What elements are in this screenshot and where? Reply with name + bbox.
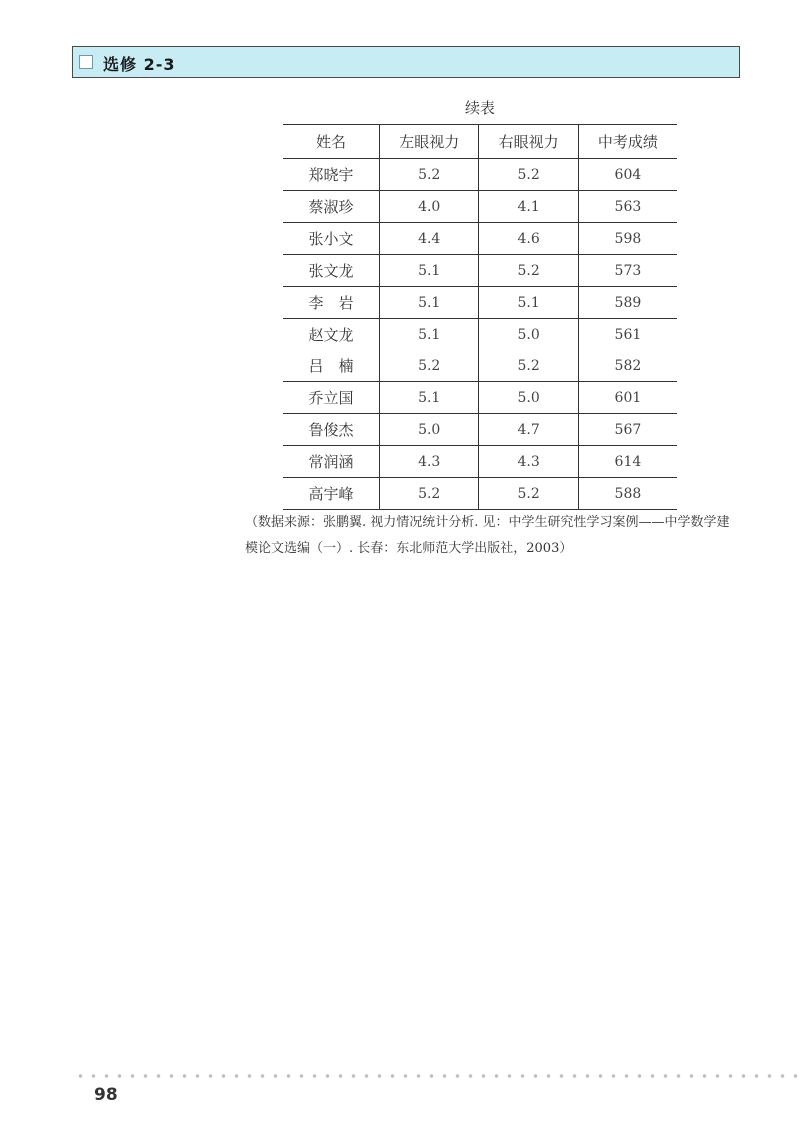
table-header-row [283,125,677,159]
student-name: 常润涵 [283,446,380,478]
column-header-score: 中考成绩 [578,125,677,159]
right-eye-value: 4.6 [479,223,578,255]
exam-score: 614 [578,446,677,478]
student-name: 赵文龙 [308,326,354,344]
column-header-left-eye: 左眼视力 [380,125,479,159]
table-row [283,159,677,191]
exam-score: 582 [578,350,677,382]
table-row [283,414,677,446]
right-eye-value: 5.2 [479,255,578,287]
left-eye-value: 5.0 [380,414,479,446]
table-row [283,446,677,478]
exam-score: 561 [578,319,677,351]
left-eye-value: 5.1 [380,287,479,319]
student-name: 高宇峰 [283,478,380,510]
left-eye-value: 5.1 [380,319,479,351]
right-eye-value: 4.7 [479,414,578,446]
left-eye-value: 5.2 [380,478,479,510]
student-name: 张小文 [283,223,380,255]
right-eye-value: 5.2 [479,159,578,191]
student-name: 鲁俊杰 [283,414,380,446]
table-caption: 续表 [464,99,495,117]
column-header-name: 姓名 [283,125,380,159]
page-number: 98 [94,1085,118,1105]
exam-score: 567 [578,414,677,446]
student-name: 李 岩 [283,287,380,319]
table-row [283,255,677,287]
table-row [283,287,677,319]
left-eye-value: 5.1 [380,382,479,414]
student-name: 乔立国 [283,382,380,414]
left-eye-value: 5.2 [380,159,479,191]
right-eye-value: 4.1 [479,191,578,223]
table-row [283,191,677,223]
student-name: 郑晓宇 [283,159,380,191]
square-icon [79,55,93,69]
table-row [283,319,677,351]
left-eye-value: 4.3 [380,446,479,478]
table-row [283,382,677,414]
exam-score: 601 [578,382,677,414]
exam-score: 588 [578,478,677,510]
footer-dotted-divider [74,1073,800,1079]
data-source-note: （数据来源：张鹏翼. 视力情况统计分析. 见：中学生研究性学习案例——中学数学建模论文选编（一）. 长春：东北师范大学出版社，2003） [245,515,730,556]
left-eye-value: 5.2 [380,350,479,382]
right-eye-value: 5.1 [479,287,578,319]
exam-score: 563 [578,191,677,223]
column-header-right-eye: 右眼视力 [479,125,578,159]
section-header [72,46,740,78]
left-eye-value: 5.1 [380,255,479,287]
vision-score-table [283,124,677,510]
exam-score: 589 [578,287,677,319]
right-eye-value: 5.0 [479,319,578,351]
student-name: 吕 楠 [283,350,380,382]
table-row [283,223,677,255]
left-eye-value: 4.0 [380,191,479,223]
student-name: 张文龙 [283,255,380,287]
exam-score: 598 [578,223,677,255]
exam-score: 573 [578,255,677,287]
book-title: 选修 2-3 [103,55,176,74]
right-eye-value: 4.3 [479,446,578,478]
exam-score: 604 [578,159,677,191]
right-eye-value: 5.0 [479,382,578,414]
student-name: 蔡淑珍 [283,191,380,223]
right-eye-value: 5.2 [479,350,578,382]
table-row [283,478,677,510]
left-eye-value: 4.4 [380,223,479,255]
right-eye-value: 5.2 [479,478,578,510]
table-row [283,350,677,382]
